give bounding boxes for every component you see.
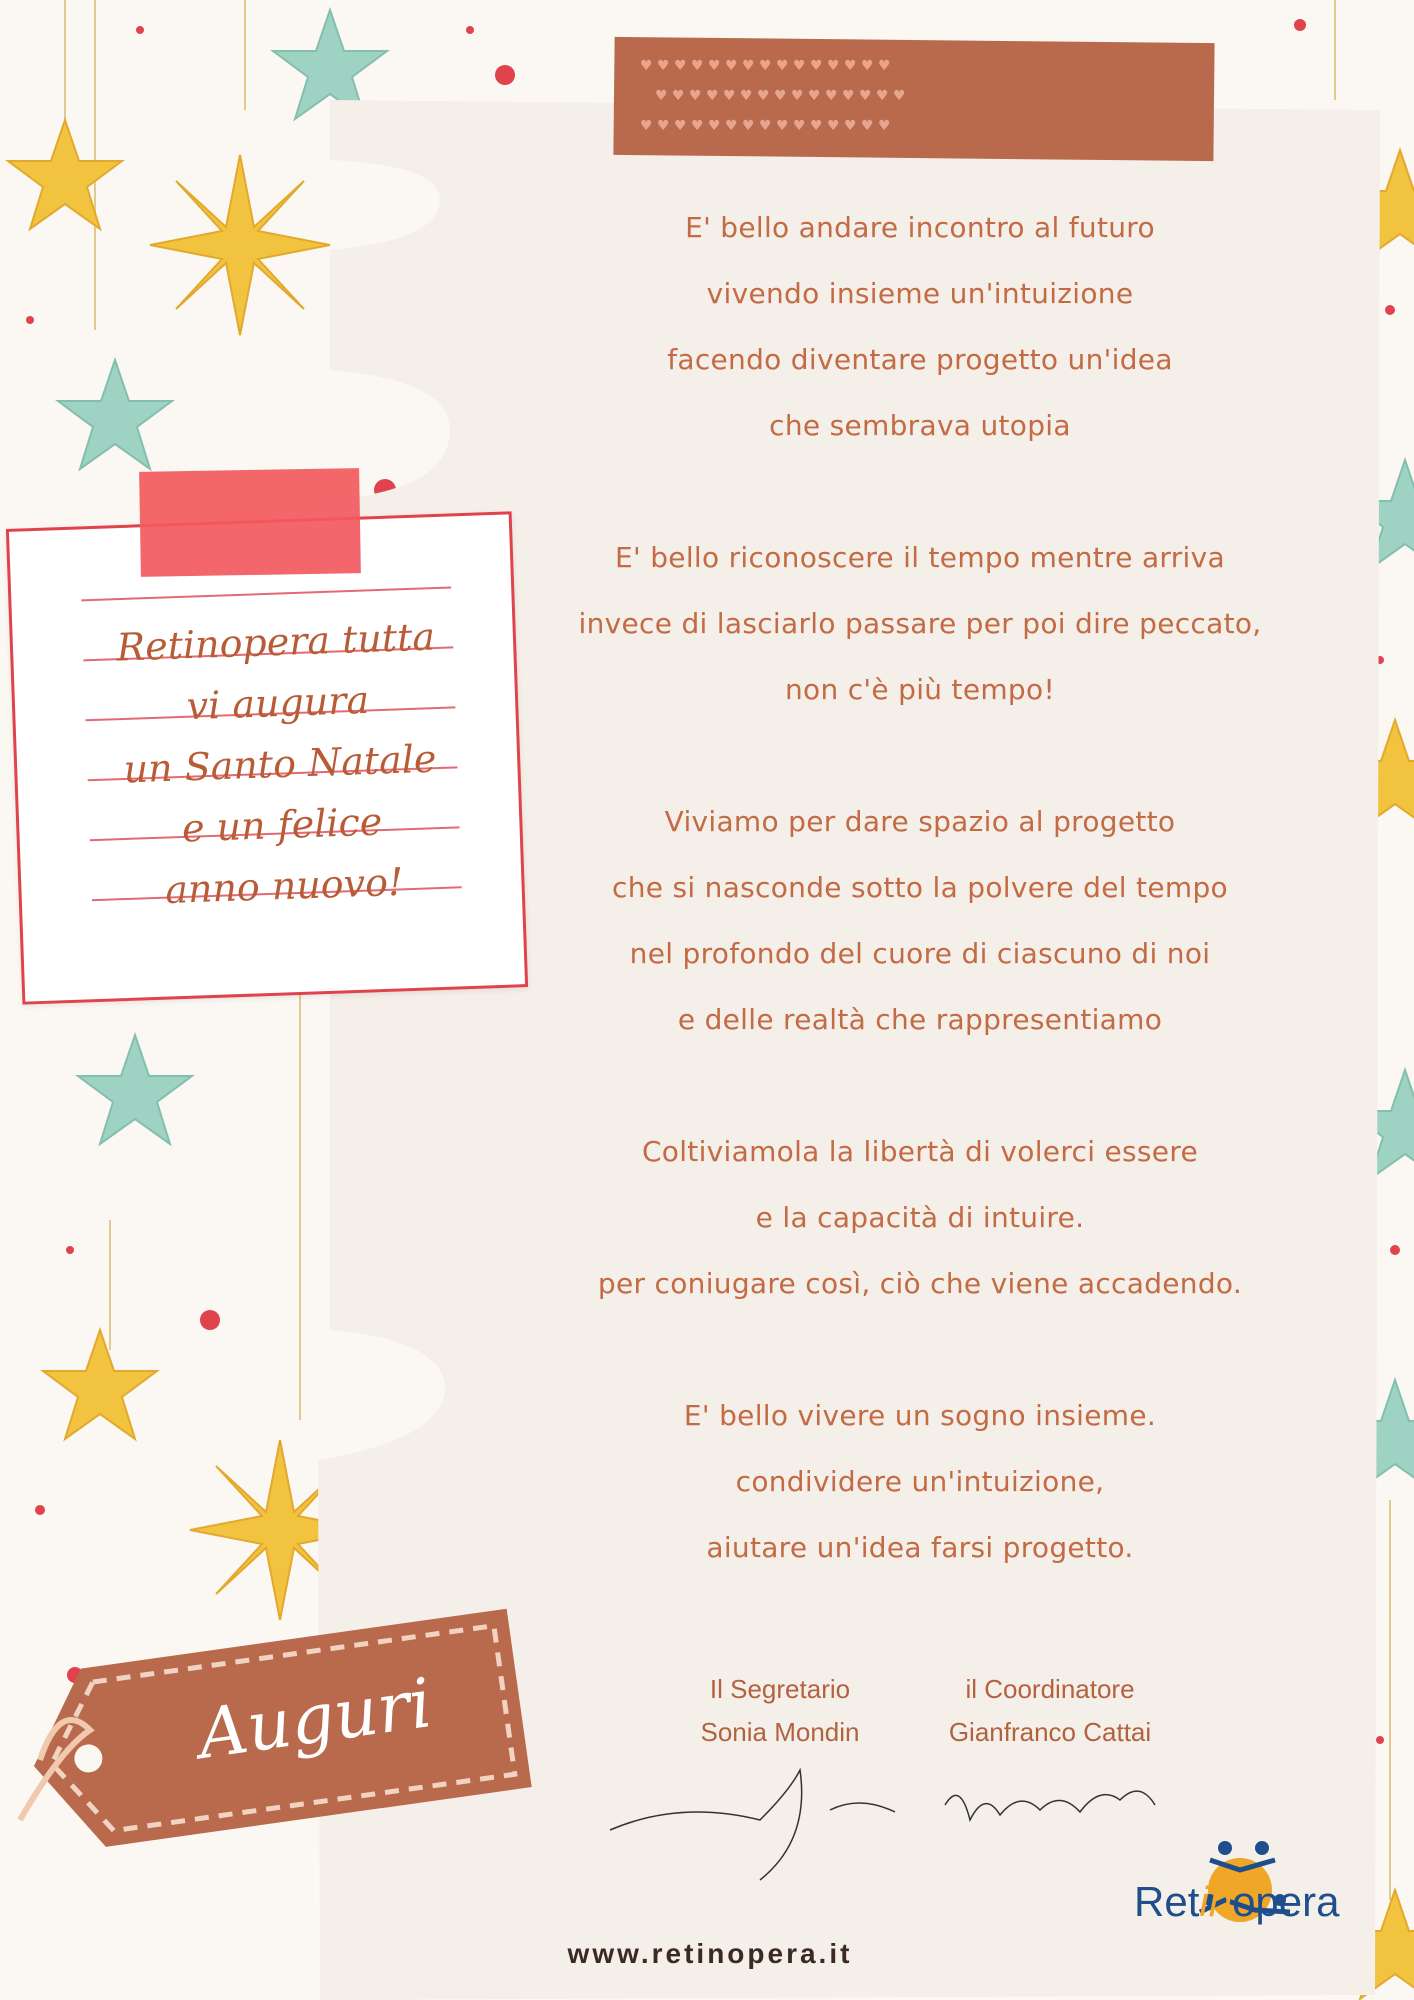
poem-line: per coniugare così, ciò che viene accadendo. xyxy=(597,1267,1243,1300)
poem-line: che si nasconde sotto la polvere del tempo xyxy=(612,871,1228,904)
svg-text:♥ ♥ ♥ ♥ ♥ ♥ ♥ ♥: ♥ ♥ ♥ ♥ ♥ ♥ ♥ ♥ ♥ ♥ ♥ ♥ ♥ ♥ ♥ xyxy=(655,88,906,104)
poem-line: condividere un'intuizione, xyxy=(735,1465,1105,1498)
poem-line: aiutare un'idea farsi progetto. xyxy=(706,1531,1134,1564)
poem-line: Coltiviamola la libertà di volerci essere xyxy=(641,1135,1199,1168)
poem-line: e la capacità di intuire. xyxy=(755,1201,1085,1234)
greeting-line: vi augura xyxy=(185,677,370,729)
poem-line: non c'è più tempo! xyxy=(785,673,1055,706)
poem-line: vivendo insieme un'intuizione xyxy=(706,277,1134,310)
poem-line: e delle realtà che rappresentiamo xyxy=(677,1003,1163,1036)
greeting-line: anno nuovo! xyxy=(164,859,404,913)
poem-stanza xyxy=(520,195,1320,459)
poem-line: E' bello vivere un sogno insieme. xyxy=(683,1399,1157,1432)
svg-text:♥ ♥ ♥ ♥ ♥ ♥ ♥ ♥: ♥ ♥ ♥ ♥ ♥ ♥ ♥ ♥ ♥ ♥ ♥ ♥ ♥ ♥ ♥ xyxy=(640,58,891,74)
logo-suffix: opera xyxy=(1232,1878,1340,1925)
poem-line: Viviamo per dare spazio al progetto xyxy=(664,805,1176,838)
logo-middle: in xyxy=(1199,1878,1233,1925)
poem-stanza xyxy=(520,525,1320,723)
greeting-line: e un felice xyxy=(181,799,383,851)
poem-line: che sembrava utopia xyxy=(769,409,1071,442)
website-link[interactable]: www.retinopera.it xyxy=(567,1938,853,1969)
greeting-line: un Santo Natale xyxy=(122,736,438,792)
poem-line: E' bello andare incontro al futuro xyxy=(685,211,1155,244)
retinopera-logo xyxy=(1134,1878,1339,1926)
logo-prefix: Ret xyxy=(1134,1878,1200,1925)
poem-line: E' bello riconoscere il tempo mentre arriva xyxy=(615,541,1225,574)
poem xyxy=(520,195,1320,1647)
signer-name: Sonia Mondin xyxy=(700,1717,860,1747)
poem-line: facendo diventare progetto un'idea xyxy=(667,343,1173,376)
tag-label: Auguri xyxy=(193,1664,437,1775)
signer-role: Il Segretario xyxy=(709,1674,851,1704)
poem-line: nel profondo del cuore di ciascuno di noi xyxy=(629,937,1211,970)
greeting-text xyxy=(75,605,485,924)
greeting-line: Retinopera tutta xyxy=(115,614,436,670)
poem-stanza xyxy=(520,789,1320,1053)
signer-name: Gianfranco Cattai xyxy=(948,1717,1152,1747)
poem-stanza xyxy=(520,1383,1320,1581)
signer-coordinator xyxy=(905,1668,1195,1754)
svg-text:♥ ♥ ♥ ♥ ♥ ♥ ♥ ♥: ♥ ♥ ♥ ♥ ♥ ♥ ♥ ♥ ♥ ♥ ♥ ♥ ♥ ♥ ♥ xyxy=(640,118,891,134)
red-tape xyxy=(139,468,361,577)
signer-secretary xyxy=(650,1668,910,1754)
signer-role: il Coordinatore xyxy=(965,1674,1135,1704)
poem-line: invece di lasciarlo passare per poi dire peccato, xyxy=(578,607,1262,640)
poem-stanza xyxy=(520,1119,1320,1317)
